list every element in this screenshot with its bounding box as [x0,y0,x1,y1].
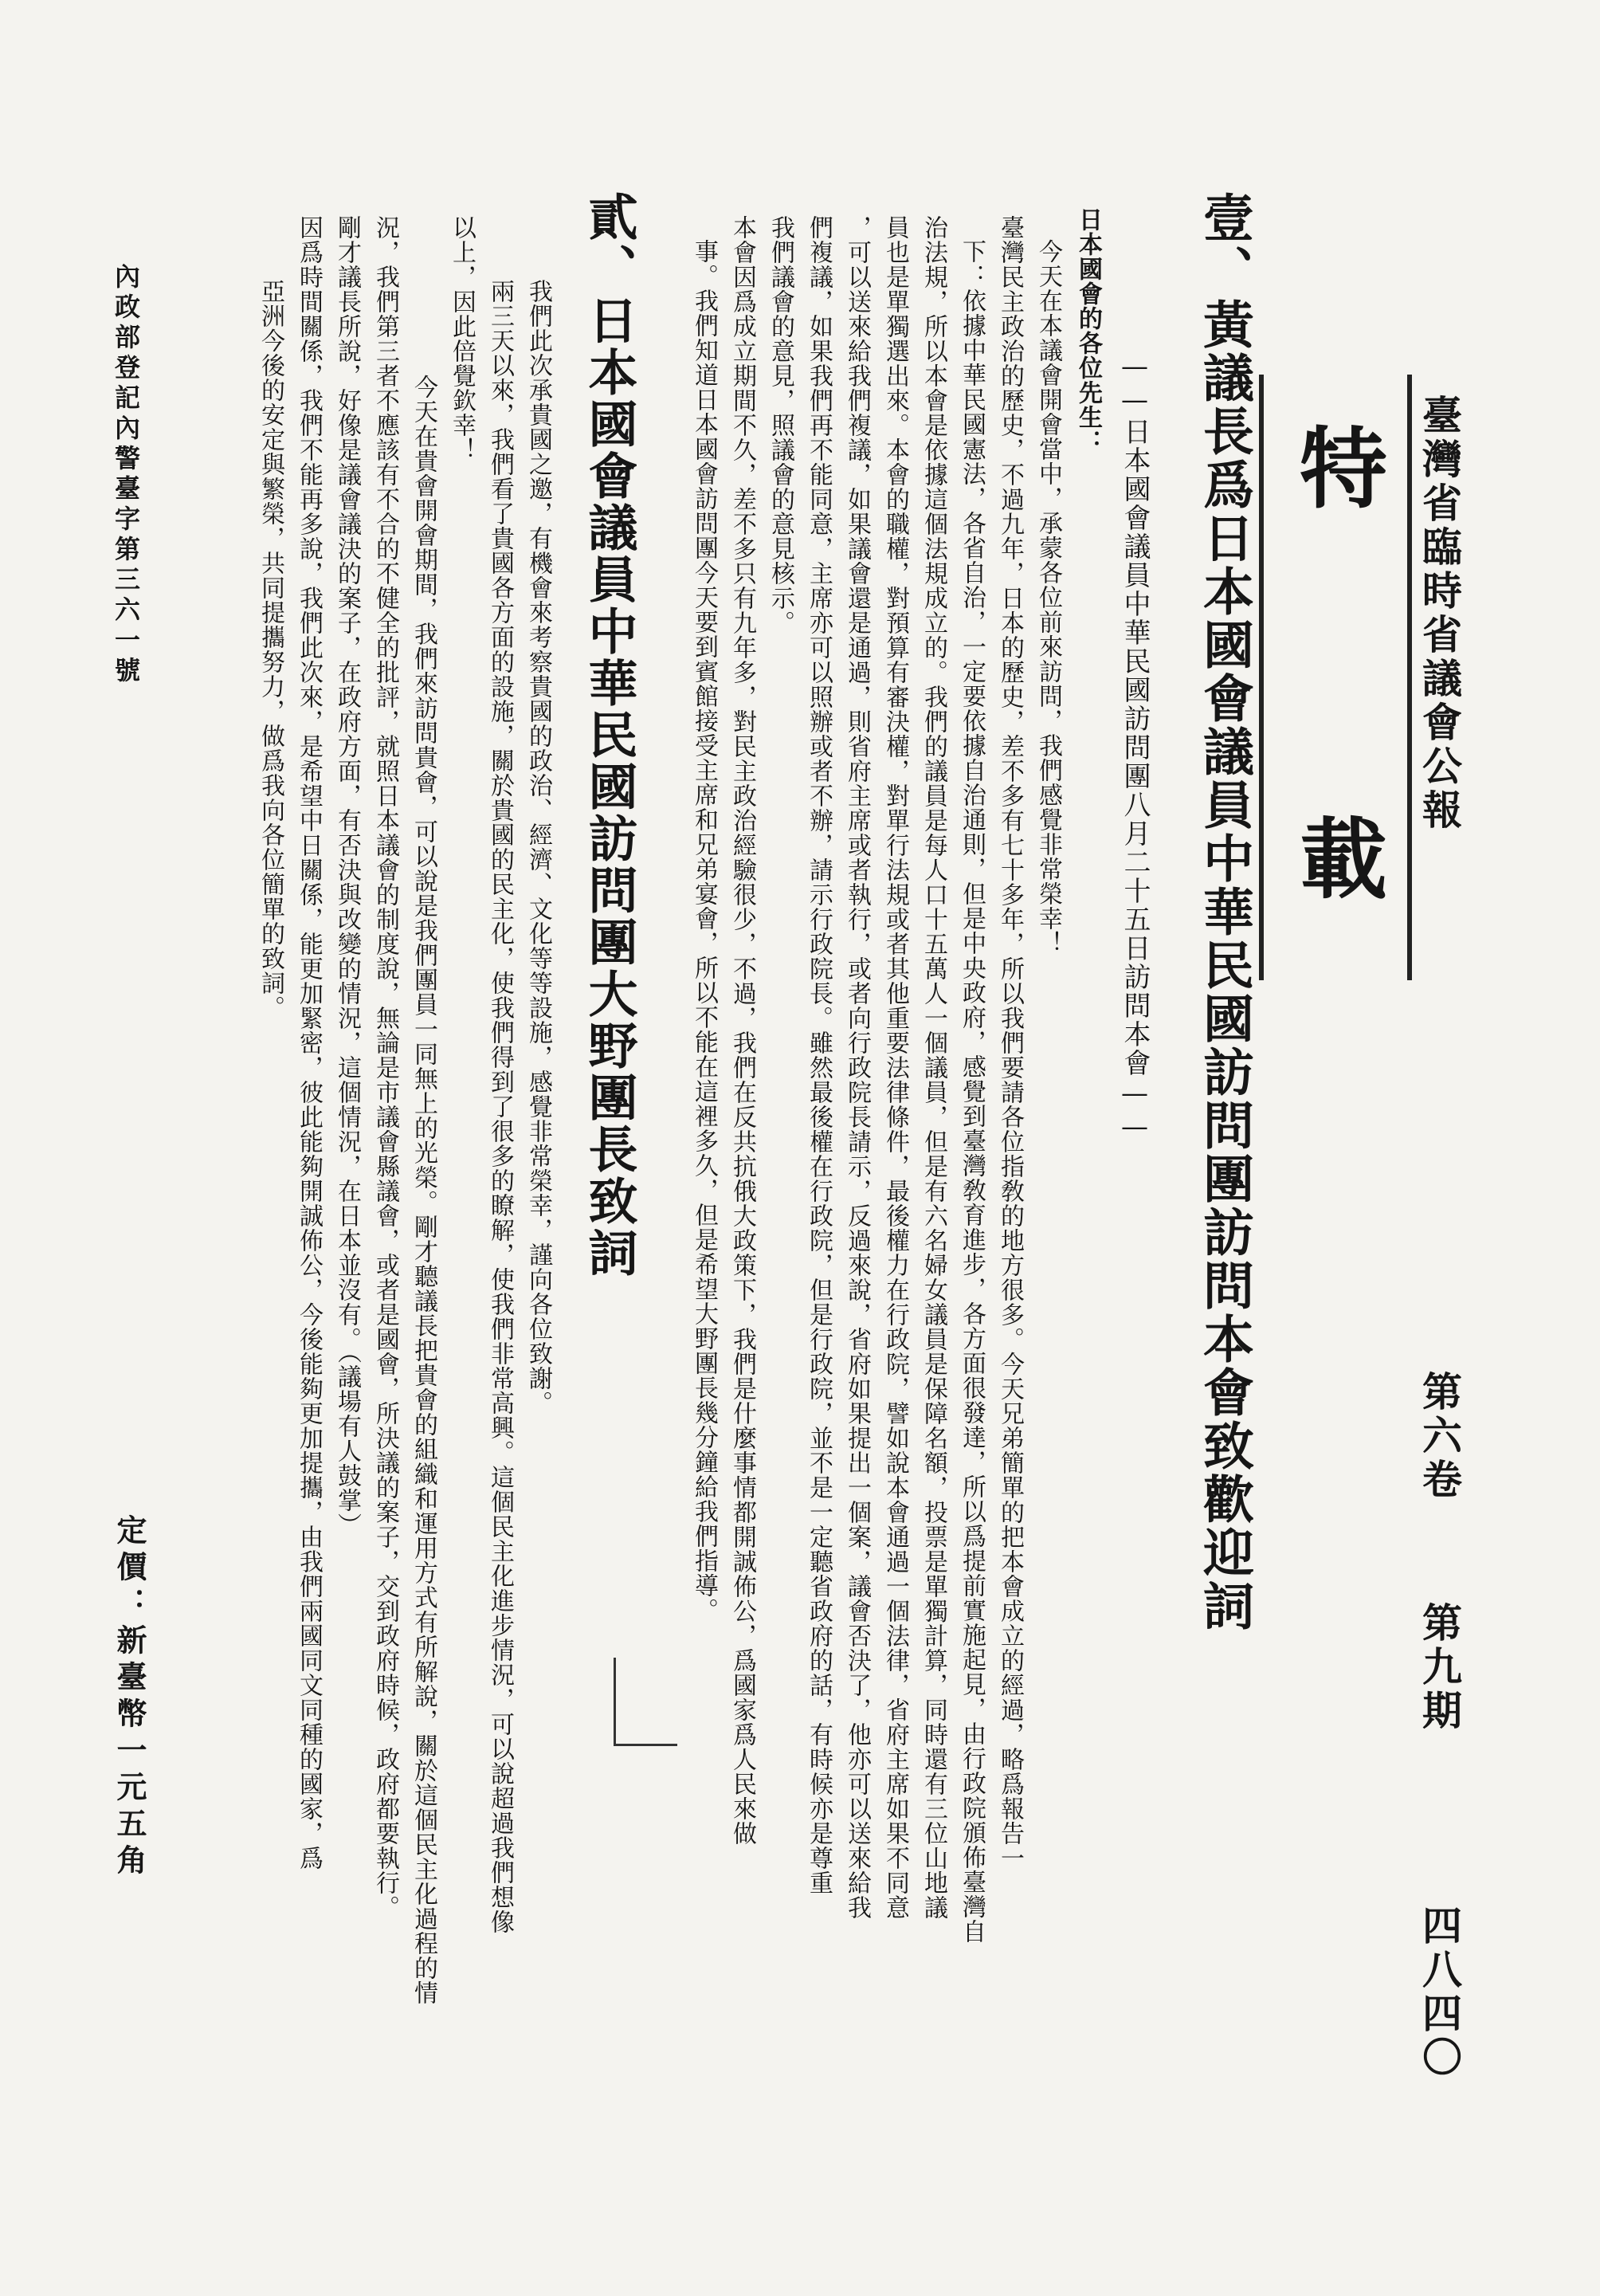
article-1-salutation: 日本國會的各位先生： [1074,207,1102,454]
special-label-char1: 特 [1285,422,1388,510]
article-1-subtitle: ——日本國會議員中華民國訪問團八月二十五日訪問本會—— [1119,351,1151,1144]
article-2-line: 因爲時間關係，我們不能再多說，我們此次來，是希望中日關係，能更加緊密，彼此能夠開誠佈公，今後能夠更加提攜，由我們兩國同文同種的國家，爲 [295,215,323,1870]
price: 定價：新臺幣一元五角 [112,1514,147,1881]
article-1-line: 下：依據中華民國憲法，各省自治，一定要依據自治通則，但是中央政府，感覺到臺灣敎育進步，各方面很發達，所以爲提前實施起見，由行政院頒佈臺灣自 [958,239,986,1944]
article-1-line: 本會因爲成立期間不久，差不多只有九年多，對民主政治經驗很少，不過，我們在反共抗俄大政策下，我們是什麼事情都開誠佈公，爲國家爲人民來做 [728,215,756,1846]
article-2-line: 亞洲今後的安定與繁榮，共同提攜努力，做爲我向各位簡單的致詞。 [257,279,284,1020]
article-1-line: 事。我們知道日本國會訪問團今天要到賓館接受主席和兄弟宴會，所以不能在這裡多久，但是希望大野團長幾分鐘給我們指導。 [690,239,718,1623]
article-2-line: 我們此次承貴國之邀，有機會來考察貴國的政治、經濟、文化等等設施，感覺非常榮幸，謹向各位致謝。 [524,279,552,1415]
article-2-title: 貳、日本國會議員中華民國訪問團大野團長致詞 [580,191,638,1279]
volume-number: 第六卷 [1416,1371,1463,1502]
registration-number: 內政部登記內警臺字第三六一號 [111,263,141,687]
article-2-line: 以上，因此倍覺欽幸！ [448,215,476,462]
article-2-line: 況，我們第三者不應該有不合的不健全的批評，就照日本議會的制度說，無論是市議會縣議會，或者是國會，所決議的案子，交到政府時候，政府都要執行。 [371,215,399,1920]
article-2-line: 剛才議長所說，好像是議會議決的案子，在政府方面，有否決與改變的情況，這個情況，在日本並沒有。（議場有人鼓掌） [333,215,361,1537]
page-number: 四八四〇 [1416,1905,1463,2080]
article-1-line: ，可以送來給我們複議，如果議會還是通過，則省府主席或者執行，或者向行政院長請示，反過來說，省府如果提出一個案，議會否決了，他亦可以送來給我 [843,215,871,1920]
article-2-line: 兩三天以來，我們看了貴國各方面的設施，關於貴國的民主化，使我們得到了很多的瞭解，使我們非常高興。這個民主化進步情況，可以說超過我們想像 [486,279,514,1934]
article-1-line: 員也是單獨選出來。本會的職權，對預算有審決權，對單行法規或者其他重要法律條件，最後權力在行政院，譬如說本會通過一個法律，省府主席如果不同意 [881,215,909,1920]
article-1-line: 們複議，如果我們再不能同意，主席亦可以照辦或者不辦，請示行政院長。雖然最後權在行政院，但是行政院，並不是一定聽省政府的話，有時候亦是尊重 [805,215,833,1895]
article-1-line: 臺灣民主政治的歷史，不過九年，日本的歷史，差不多有七十多年，所以我們要請各位指敎的地方很多。今天兄弟簡單的把本會成立的經過，略爲報告一 [996,215,1024,1870]
article-1-line: 今天在本議會開會當中，承蒙各位前來訪問，我們感覺非常榮幸！ [1034,239,1062,956]
article-1-line: 治法規，所以本會是依據這個法規成立的。我們的議員是每人口十五萬人一個議員，但是有六名婦女議員是保障名額，投票是單獨計算，同時還有三位山地議 [920,215,947,1920]
article-1-title: 壹、黃議長爲日本國會議員中華民國訪問團訪問本會致歡迎詞 [1194,191,1254,1633]
article-2-line: 今天在貴會開會期間，我們來訪問貴會，可以說是我們團員一同無上的光榮。剛才聽議長把貴會的組織和運用方式有所解說，關於這個民主化過程的情 [410,375,437,2005]
divider-line [614,1744,677,1746]
article-1-line: 我們議會的意見，照議會的意見核示。 [767,215,794,635]
gazette-title: 臺灣省臨時省議會公報 [1416,394,1463,833]
issue-number: 第九期 [1416,1602,1463,1733]
divider-line [614,1658,616,1745]
special-label-char2: 載 [1285,813,1388,901]
